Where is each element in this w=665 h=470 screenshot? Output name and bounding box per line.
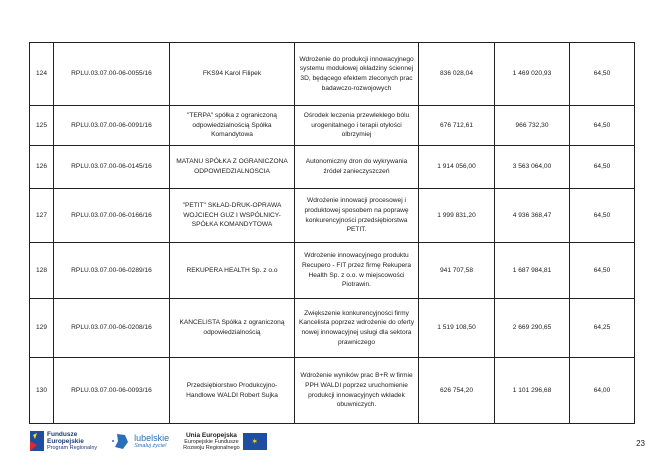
cell-funding: 676 712,61 [419,106,495,146]
cell-total: 2 669 290,65 [495,299,570,358]
fundusze-europejskie-logo [30,431,97,451]
fe-text-3: Program Regionalny [47,445,98,451]
cell-name: Przedsiębiorstwo Produkcyjno-Handlowe WALDI Robert Sujka [170,358,295,424]
cell-funding: 626 754,20 [419,358,495,424]
cell-name: REKUPERA HEALTH Sp. z o.o [170,243,295,299]
cell-total: 1 687 984,81 [495,243,570,299]
cell-code: RPLU.03.07.00-06-0145/16 [54,146,170,189]
footer-logos [30,428,267,454]
cell-no: 124 [30,43,54,106]
cell-score: 64,25 [570,299,635,358]
cell-title: Wdrożenie wyników prac B+R w firmie PPH WALDI poprzez uruchomienie produkcji innowacyjnych wkładek obuwniczych. [295,358,419,424]
eu-flag-icon: ✶ [243,433,267,450]
cell-score: 64,50 [570,146,635,189]
cell-title: Autonomiczny dron do wykrywania źródeł zanieczyszczeń [295,146,419,189]
cell-score: 64,50 [570,43,635,106]
cell-total: 4 936 368,47 [495,189,570,243]
ue-text-1: Unia Europejska [185,431,237,439]
cell-total: 3 563 064,00 [495,146,570,189]
ue-text-3: Rozwoju Regionalnego [183,444,240,451]
cell-score: 64,00 [570,358,635,424]
cell-score: 64,50 [570,106,635,146]
cell-score: 64,50 [570,189,635,243]
table-row [30,106,635,146]
table-row [30,189,635,243]
cell-funding: 1 914 056,00 [419,146,495,189]
fe-flag-icon [30,431,44,451]
table-row [30,43,635,106]
cell-name: FKS94 Karol Filipek [170,43,295,106]
ue-text-2: Europejskie Fundusze [184,438,239,445]
cell-code: RPLU.03.07.00-06-0289/16 [54,243,170,299]
cell-name: MATANU SPÓŁKA Z OGRANICZONA ODPOWIEDZIALNOSCIA [170,146,295,189]
cell-funding: 836 028,04 [419,43,495,106]
cell-code: RPLU.03.07.00-06-0166/16 [54,189,170,243]
fe-text-1: Fundusze [47,431,78,438]
cell-no: 129 [30,299,54,358]
page-number: 23 [636,439,645,448]
table-row [30,358,635,424]
cell-funding: 1 519 108,50 [419,299,495,358]
table-row [30,243,635,299]
table-row [30,146,635,189]
lubelskie-text: lubelskie [134,432,170,443]
cell-funding: 941 707,58 [419,243,495,299]
fe-text-2: Europejskie [47,438,84,445]
cell-no: 126 [30,146,54,189]
cell-no: 127 [30,189,54,243]
cell-title: Ośrodek leczenia przewlekłego bólu urogenitalnego i terapii otyłości olbrzymiej [295,106,419,146]
cell-total: 1 101 296,68 [495,358,570,424]
cell-code: RPLU.03.07.00-06-0208/16 [54,299,170,358]
cell-name: KANCELISTA Spółka z ograniczoną odpowiedzialnością [170,299,295,358]
projects-table [29,42,635,424]
cell-score: 64,50 [570,243,635,299]
table-row [30,299,635,358]
lubelskie-slogan: Smaluj życie! [134,442,167,449]
cell-no: 125 [30,106,54,146]
cell-no: 130 [30,358,54,424]
cell-code: RPLU.03.07.00-06-0091/16 [54,106,170,146]
cell-title: Wdrożenie innowacyjnego produktu Recupero - FIT przez firmę Rekupera Health Sp. z o.o. w miejscowości Piotrawin. [295,243,419,299]
cell-code: RPLU.03.07.00-06-0055/16 [54,43,170,106]
cell-total: 1 469 020,93 [495,43,570,106]
cell-code: RPLU.03.07.00-06-0093/16 [54,358,170,424]
cell-title: Wdrożenie do produkcji innowacyjnego systemu modułowej okładziny ściennej 3D, będącego efektem zleconych prac badawczo-rozwojowych [295,43,419,106]
cell-title: Wdrożenie innowacji procesowej i produktowej sposobem na poprawę konkurencyjności przedsiębiorstwa PETIT. [295,189,419,243]
eu-logo [183,432,267,451]
lubelskie-logo [111,432,169,450]
lubelskie-map-icon [111,432,131,450]
cell-no: 128 [30,243,54,299]
cell-name: "TERPA" spółka z ograniczoną odpowiedzialnością Spółka Komandytowa [170,106,295,146]
cell-funding: 1 999 831,20 [419,189,495,243]
cell-name: "PETIT" SKŁAD-DRUK-OPRAWA WOJCIECH GUZ I WSPÓLNICY-SPÓŁKA KOMANDYTOWA [170,189,295,243]
cell-title: Zwiększenie konkurencyjności firmy Kancelista poprzez wdrożenie do oferty nowej innowacyjnej usługi dla sektora prawniczego [295,299,419,358]
cell-total: 966 732,30 [495,106,570,146]
